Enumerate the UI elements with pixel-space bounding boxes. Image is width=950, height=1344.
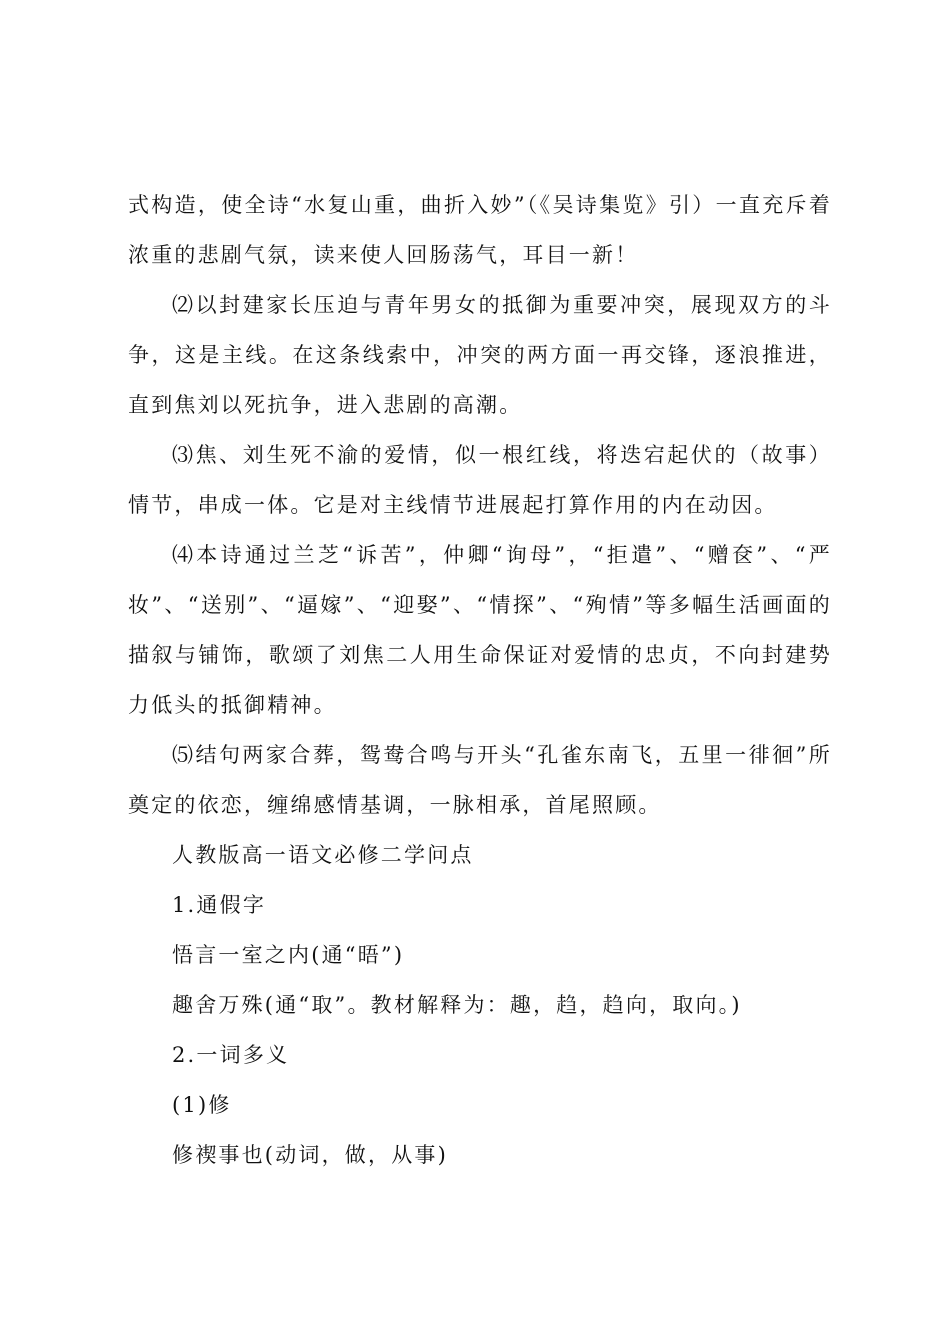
- example-line: 修禊事也(动词，做，从事): [172, 1143, 448, 1167]
- list-item-label: (1)修: [172, 1093, 232, 1117]
- subheading-tongjiazi: 1.通假字: [172, 893, 267, 917]
- example-line: 悟言一室之内(通“晤”): [172, 943, 405, 967]
- paragraph-point-4: ⑷本诗通过兰芝“诉苦”，仲卿“询母”，“拒遣”、“赠奁”、“严妆”、“送别”、“逼嫁”、“迎娶”、“情探”、“殉情”等多幅生活画面的描叙与铺饰，歌颂了刘焦二人用生命保证对爱情的忠贞，不向封建势力低头的抵御精神。: [128, 543, 832, 717]
- subheading-yiciduoyi: 2.一词多义: [172, 1043, 290, 1067]
- document-body: [128, 180, 832, 1180]
- section-heading: 人教版高一语文必修二学问点: [172, 843, 474, 867]
- paragraph-point-2: ⑵以封建家长压迫与青年男女的抵御为重要冲突，展现双方的斗争，这是主线。在这条线索中，冲突的两方面一再交锋，逐浪推进，直到焦刘以死抗争，进入悲剧的高潮。: [128, 293, 832, 417]
- paragraph-point-3: ⑶焦、刘生死不渝的爱情，似一根红线，将迭宕起伏的（故事）情节，串成一体。它是对主线情节进展起打算作用的内在动因。: [128, 443, 832, 517]
- example-line: 趣舍万殊(通“取”。教材解释为：趣，趋，趋向，取向。): [172, 993, 742, 1017]
- paragraph-point-5: ⑸结句两家合葬，鸳鸯合鸣与开头“孔雀东南飞，五里一徘徊”所奠定的依恋，缠绵感情基调，一脉相承，首尾照顾。: [128, 743, 832, 817]
- paragraph-continuation: 式构造，使全诗“水复山重，曲折入妙”（《吴诗集览》引）一直充斥着浓重的悲剧气氛，读来使人回肠荡气，耳目一新！: [128, 193, 832, 267]
